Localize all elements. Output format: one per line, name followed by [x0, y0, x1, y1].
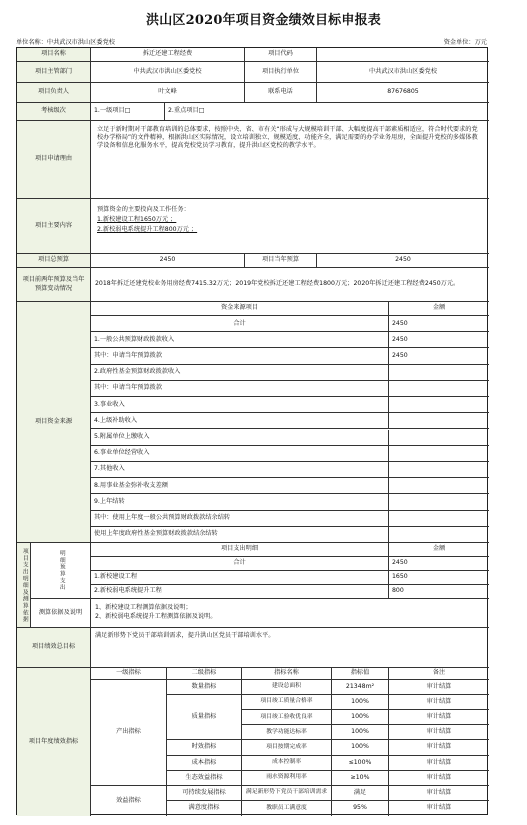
label-total-budget: 项目总预算 — [17, 254, 91, 268]
funding-row-amount[interactable] — [389, 462, 489, 478]
basis-text[interactable] — [91, 599, 489, 628]
supervisor-value[interactable]: 中共武汉市洪山区委党校 — [91, 62, 245, 83]
expense-header-name: 项目支出明细 — [91, 543, 389, 557]
level-option-1[interactable]: 1.一级项目□ — [91, 103, 165, 121]
level2-indicator: 数量指标 — [167, 680, 242, 695]
expense-row-amount[interactable]: 1650 — [389, 571, 489, 585]
content-block[interactable] — [91, 199, 489, 254]
funding-row-amount[interactable] — [389, 527, 489, 543]
year-budget-value[interactable]: 2450 — [317, 254, 489, 268]
level2-indicator: 时效指标 — [167, 740, 242, 755]
label-content: 项目主要内容 — [17, 199, 91, 254]
funding-row-name: 其中：使用上年度一般公共预算财政拨款结余结转 — [91, 511, 389, 527]
label-phone: 联系电话 — [245, 83, 317, 103]
level1-output: 产出指标 — [91, 680, 167, 786]
indicator-note: 审计结算 — [389, 725, 489, 740]
total-budget-value[interactable]: 2450 — [91, 254, 245, 268]
funding-row-amount[interactable] — [389, 430, 489, 446]
project-name-value[interactable]: 拆迁还建工程经费 — [91, 48, 245, 62]
funding-row-name: 9.上年结转 — [91, 494, 389, 510]
expense-row-name: 2.新校弱电系统提升工程 — [91, 585, 389, 599]
indicator-note: 审计结算 — [389, 740, 489, 755]
expense-row-name: 1.新校建设工程 — [91, 571, 389, 585]
indicator-note: 审计结算 — [389, 710, 489, 725]
history-text[interactable]: 2018年拆迁还建党校业务用房经费7415.32万元；2019年党校拆迁还建工程经费1800万元；2020年拆迁还建工程经费2450万元。 — [91, 268, 489, 302]
funding-row-amount[interactable]: 2450 — [389, 316, 489, 332]
funding-row-amount[interactable] — [389, 413, 489, 429]
level2-indicator: 生态效益指标 — [167, 771, 242, 786]
label-reason: 项目申请理由 — [17, 121, 91, 199]
funding-row-amount[interactable] — [389, 511, 489, 527]
indicator-name: 雨水资源利用率 — [242, 771, 332, 786]
reason-text[interactable]: 立足于新时期对干部教育培训的总体要求，按照中央、省、市有关“形成与大规模培训干部、大幅度提高干部素质相适应，符合时代要求的党校办学格局”的文件精神，根据洪山区实际情况，设立培训独立、规模适度、功能齐全，满足需要的办学业务用房，全面提升党校的多媒体教学设备和信息化服务水平，提高党校党员学习教育，提升洪山区党校的教学水平。 — [91, 121, 489, 199]
indicator-value[interactable]: ≥10% — [332, 771, 389, 786]
label-project-code: 项目代码 — [245, 48, 317, 62]
funding-row-name: 7.其他收入 — [91, 462, 389, 478]
indicator-note: 审计结算 — [426, 804, 452, 812]
unit-name: 单位名称：中共武汉市洪山区委党校 — [16, 39, 115, 46]
indicator-name: 教职员工满意度 — [242, 801, 332, 816]
funding-row-amount[interactable] — [389, 397, 489, 413]
level2-indicator: 可持续发展指标 — [167, 786, 242, 801]
application-form — [16, 47, 488, 815]
label-history: 项目前两年预算及当年预算变动情况 — [17, 268, 91, 302]
indicator-header: 二级指标 — [167, 668, 242, 680]
label-project-name: 项目名称 — [17, 48, 91, 62]
indicator-value[interactable]: 100% — [332, 695, 389, 710]
level2-indicator: 质量指标 — [167, 695, 242, 740]
funding-row-name: 1.一般公共预算财政拨款收入 — [91, 332, 389, 348]
leader-value[interactable]: 叶文峰 — [91, 83, 245, 103]
level1-benefit: 效益指标 — [91, 786, 167, 816]
label-basis-sub: 测算依据及说明 — [31, 599, 91, 628]
level2-indicator: 满意度指标 — [167, 801, 242, 816]
executor-value[interactable]: 中共武汉市洪山区委党校 — [317, 62, 489, 83]
indicator-name: 成本控制率 — [242, 756, 332, 771]
indicator-header: 备注 — [389, 668, 489, 680]
label-performance-goal: 项目绩效总目标 — [17, 628, 91, 668]
funding-row-name: 其中：申请当年预算拨款 — [91, 381, 389, 397]
funding-row-name: 8.用事业基金弥补收支差额 — [91, 478, 389, 494]
level-option-2[interactable]: 2.重点项目□ — [165, 103, 489, 121]
indicator-value[interactable]: 100% — [332, 725, 389, 740]
label-detail-sub: 明细预算支出 — [31, 543, 91, 599]
funding-row-name: 4.上级补助收入 — [91, 413, 389, 429]
content-intro: 预算资金的主要投向及工作任务： — [97, 206, 190, 213]
expense-row-amount[interactable]: 800 — [389, 585, 489, 599]
label-year-budget: 项目当年预算 — [245, 254, 317, 268]
funding-row-amount[interactable] — [389, 494, 489, 510]
indicator-note: 审计结算 — [389, 756, 489, 771]
indicator-value[interactable]: 21348m² — [332, 680, 389, 695]
indicator-value[interactable]: ≤100% — [332, 756, 389, 771]
indicator-note: 审计结算 — [389, 786, 489, 801]
indicator-header: 指标名称 — [242, 668, 332, 680]
performance-goal-text[interactable]: 满足新形势下党员干部培训需求，提升洪山区党员干部培训水平。 — [91, 628, 489, 668]
indicator-value[interactable]: 100% — [332, 710, 389, 725]
label-funding-source: 项目资金来源 — [17, 302, 91, 543]
expense-header-amount: 金额 — [389, 543, 489, 557]
indicator-header: 指标值 — [332, 668, 389, 680]
currency-unit: 资金单位：万元 — [443, 39, 487, 46]
funding-row-amount[interactable]: 2450 — [389, 332, 489, 348]
funding-row-amount[interactable] — [389, 365, 489, 381]
indicator-name: 建设总面积 — [242, 680, 332, 695]
phone-value[interactable]: 87676805 — [317, 83, 489, 103]
funding-row-name: 使用上年度政府性基金预算财政拨款结余结转 — [91, 527, 389, 543]
funding-header-name: 资金来源项目 — [91, 302, 389, 316]
basis-text-content: 1、新校建设工程测算依据及说明； 2、新校弱电系统提升工程测算依据及说明。 — [95, 604, 217, 620]
funding-row-amount[interactable] — [389, 446, 489, 462]
funding-row-name: 3.事业收入 — [91, 397, 389, 413]
content-item-2: 2.新校弱电系统提升工程800万元 ； — [97, 225, 198, 233]
page-title: 洪山区2020年项目资金绩效目标申报表 — [146, 13, 381, 28]
label-annual-indicators: 项目年度绩效指标 — [17, 668, 91, 816]
indicator-header: 一级指标 — [91, 668, 167, 680]
funding-row-amount[interactable] — [389, 381, 489, 397]
funding-row-amount[interactable]: 2450 — [389, 348, 489, 364]
indicator-name: 教学功能达标率 — [242, 725, 332, 740]
expense-row-amount[interactable]: 2450 — [389, 557, 489, 571]
funding-row-name: 6.事业单位经营收入 — [91, 446, 389, 462]
indicator-name: 项目竣工质量合格率 — [242, 695, 332, 710]
indicator-note: 审计结算 — [389, 695, 489, 710]
project-code-value[interactable] — [317, 48, 489, 62]
indicator-value[interactable]: 满足 — [332, 786, 389, 801]
label-supervisor: 项目主管部门 — [17, 62, 91, 83]
label-expense-detail: 项目支出明细及测算依据 — [17, 543, 31, 628]
label-level: 考核级次 — [17, 103, 91, 121]
indicator-value[interactable]: 100% — [332, 740, 389, 755]
level2-indicator: 成本指标 — [167, 756, 242, 771]
funding-row-name: 其中：申请当年预算拨款 — [91, 348, 389, 364]
funding-row-amount[interactable] — [389, 478, 489, 494]
label-leader: 项目负责人 — [17, 83, 91, 103]
indicator-value[interactable]: 95% — [332, 801, 389, 816]
content-item-1: 1.新校建设工程1650万元 ； — [97, 215, 177, 223]
indicator-note: 审计结算 — [389, 680, 489, 695]
funding-header-amount: 金额 — [389, 302, 489, 316]
funding-row-name: 5.附属单位上缴收入 — [91, 430, 389, 446]
funding-row-name: 合计 — [91, 316, 389, 332]
expense-row-name: 合计 — [91, 557, 389, 571]
indicator-note: 审计结算 — [389, 771, 489, 786]
indicator-name: 项目按期完成率 — [242, 740, 332, 755]
indicator-name: 项目竣工验收优良率 — [242, 710, 332, 725]
indicator-name: 满足新形势下党员干部培训需求 — [242, 786, 332, 801]
label-executor: 项目执行单位 — [245, 62, 317, 83]
funding-row-name: 2.政府性基金预算财政拨款收入 — [91, 365, 389, 381]
